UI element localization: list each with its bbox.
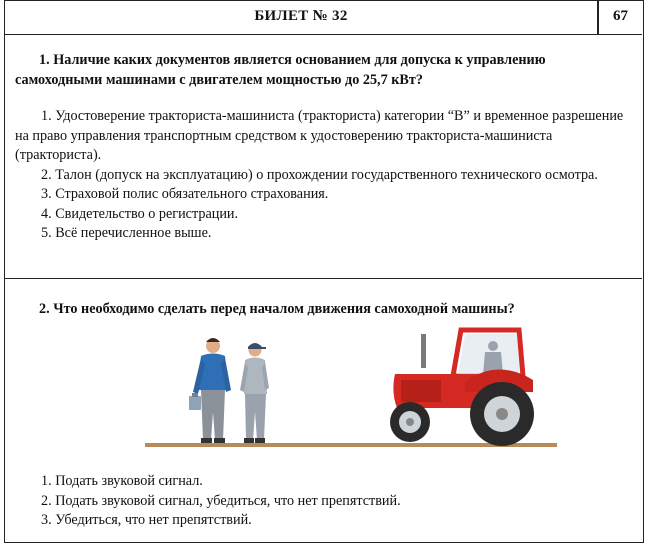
worker-with-cap [240,343,269,443]
page-number: 67 [613,8,628,24]
worker-with-canister [189,338,231,443]
answer-1-1[interactable]: 1. Удостоверение тракториста-машиниста (тракториста) категории “В” и временное разрешение на право управления транспортным средством к удостоверению тракториста-машиниста (тракториста). [15,108,624,163]
red-tractor [390,330,534,446]
answer-1-5[interactable]: 5. Всё перечисленное выше. [41,225,212,241]
ticket-header [5,1,642,35]
question-1-answers [15,107,630,244]
ticket-title: БИЛЕТ № 32 [254,8,348,24]
ticket-sheet [4,0,644,543]
answer-2-3[interactable]: 3. Убедиться, что нет препятствий. [41,512,252,528]
answer-1-4[interactable]: 4. Свидетельство о регистрации. [41,205,239,222]
question-2-answers [15,472,630,531]
answer-2-2[interactable]: 2. Подать звуковой сигнал, убедиться, что нет препятствий. [41,492,401,509]
answer-1-3[interactable]: 3. Страховой полис обязательного страхования. [41,186,329,202]
question-1-block [5,35,642,279]
question-2-text: 2. Что необходимо сделать перед началом движения самоходной машины? [39,301,515,317]
question-2-block [5,280,642,543]
answer-2-1[interactable]: 1. Подать звуковой сигнал. [41,473,203,489]
question-1-text: 1. Наличие каких документов является основанием для допуска к управлению самоходными машинами с двигателем мощностью до 25,7 кВт? [15,52,546,88]
answer-1-2[interactable]: 2. Талон (допуск на эксплуатацию) о прохождении государственного технического осмотра. [41,166,598,183]
illustration-workers-and-tractor [145,320,565,455]
